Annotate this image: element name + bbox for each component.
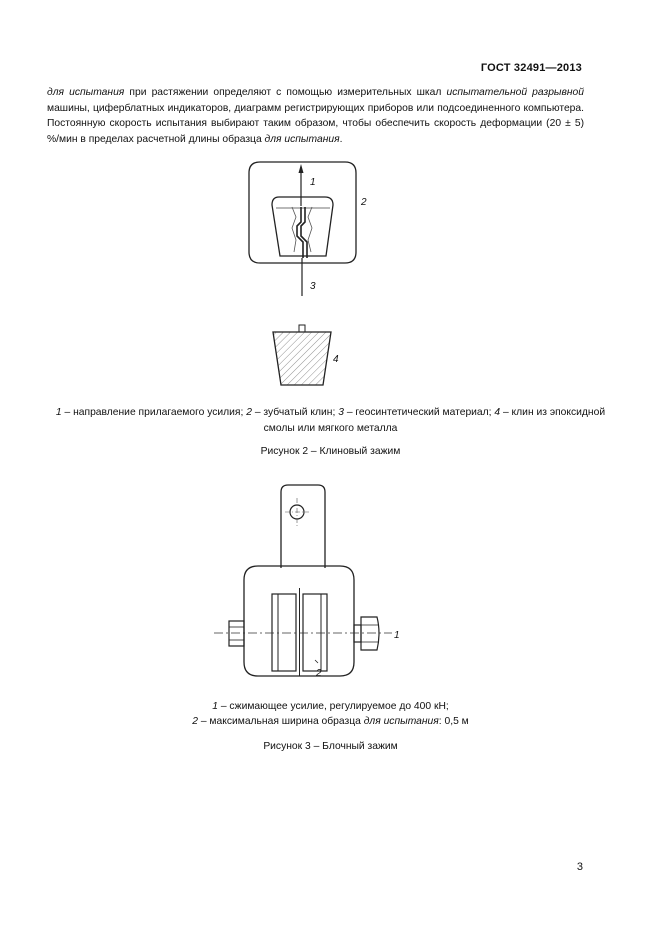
serrated-wedge [272,197,333,256]
legend-text: – направление прилагаемого усилия; [61,407,247,418]
legend-number: 1 [55,407,62,418]
legend-text: – геосинтетический материал; [343,407,495,418]
clamp-block [244,566,354,676]
legend-number: 2 [246,407,252,418]
wedge-tab [299,325,305,332]
figure-2-legend [40,405,621,436]
body-paragraph [47,85,584,147]
clamp-body [249,162,356,263]
arrow-head-icon [299,164,304,173]
legend-text: – сжимающее усилие, регулируемое до 400 кН; [217,701,449,712]
fig3-label-2: 2 [316,668,322,679]
jaw-right [303,594,327,671]
legend-text: – зубчатый клин; [251,407,339,418]
figure-3-caption: Рисунок 3 – Блочный зажим [263,741,398,752]
legend-text: – максимальная ширина образца [197,716,364,727]
text-run: машины, циферблатных индикаторов, диаграмм регистрирующих приборов или подсоединенного компьютера. Постоянную скорость испытания выбирают таким образом, чтобы обеспечить скорость деформации (20 ± 5) %/мин в пределах расчетной длины образца [47,102,584,145]
nut-right [361,617,379,650]
epoxy-wedge [273,332,331,385]
clamp-tab [281,485,325,568]
tab-hole [290,505,304,519]
bolt-left [229,621,244,646]
figure-2-caption: Рисунок 2 – Клиновый зажим [260,446,401,457]
italic-term: для испытания [264,133,340,145]
italic-term: для испытания [363,716,439,727]
document-header: ГОСТ 32491—2013 [480,62,582,74]
italic-term: для испытания [47,87,125,98]
text-run: . [339,133,343,145]
legend-number: 4 [494,407,501,418]
figure-3-legend-line-2 [40,714,621,730]
page-number: 3 [576,861,583,873]
fig2-label-1: 1 [310,177,316,188]
fig2-label-3: 3 [310,281,316,292]
italic-term: испытательной разрывной [446,87,584,98]
jaw-left [272,594,296,671]
figure-3-legend-line-1 [40,699,621,715]
fig2-label-4: 4 [333,354,339,365]
bolt-right [354,625,361,642]
legend-text: : 0,5 м [438,716,469,727]
legend-text: – клин из эпоксидной смолы или мягкого металла [263,407,606,434]
fig2-label-2: 2 [361,197,367,208]
legend-number: 2 [192,716,198,727]
legend-number: 1 [212,701,218,712]
text-run: при растяжении определяют с помощью измерительных шкал [124,87,447,98]
legend-number: 3 [338,407,344,418]
fig3-label-1: 1 [394,630,400,641]
geosynthetic-strip [297,207,303,258]
